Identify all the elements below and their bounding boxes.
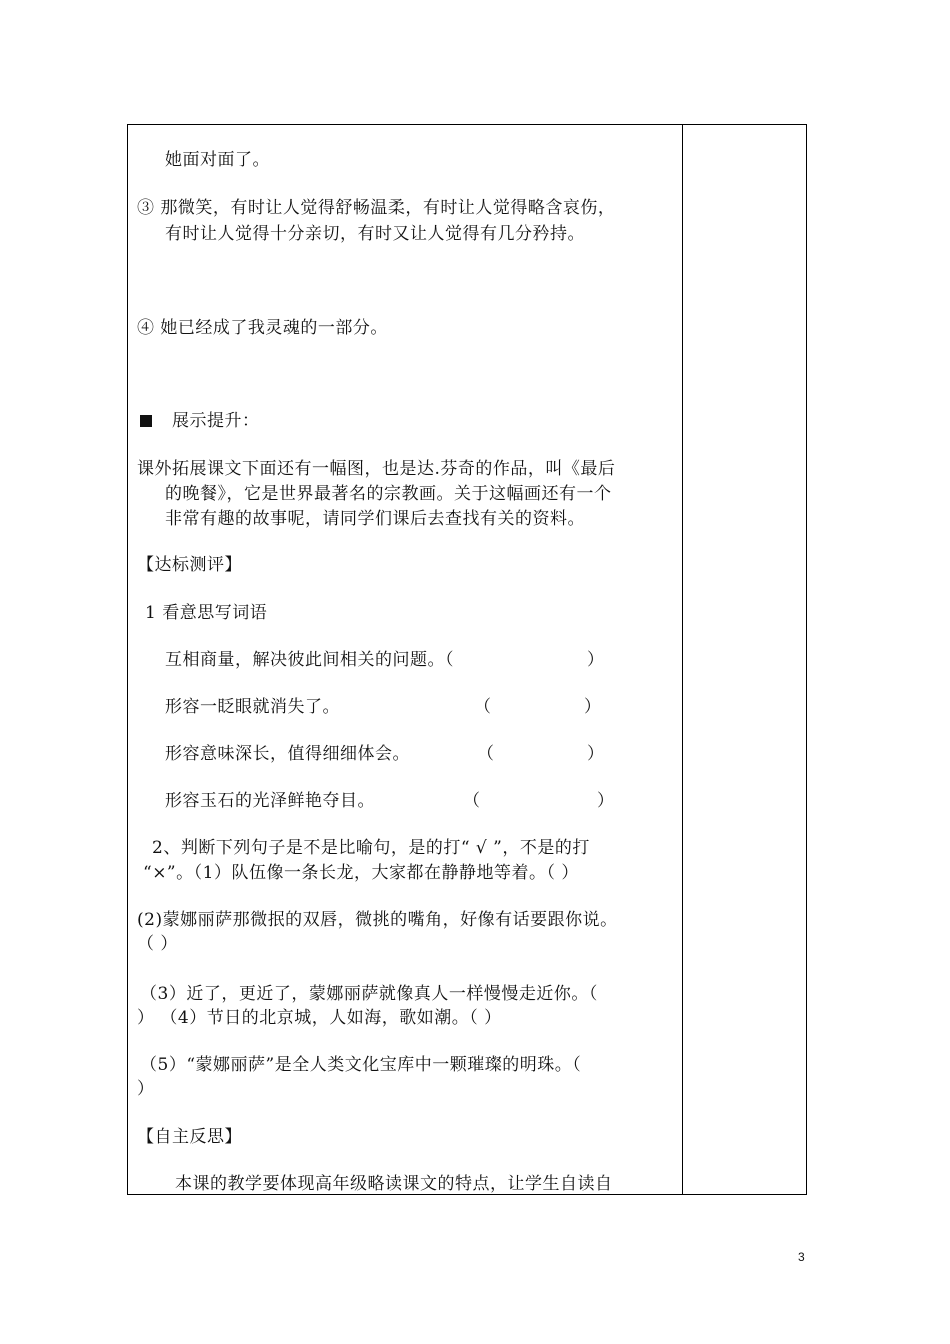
text-line: ③ 那微笑，有时让人觉得舒畅温柔，有时让人觉得略含哀伤， [137,198,616,218]
section-heading-reflect: 【自主反思】 [137,1127,242,1147]
question-item: (2)蒙娜丽萨那微抿的双唇，微挑的嘴角，好像有话要跟你说。 [137,910,618,930]
answer-blank-close: ） [584,697,601,717]
text-line: 她面对面了。 [165,150,270,170]
text-line: 有时让人觉得十分亲切，有时又让人觉得有几分矜持。 [165,224,585,244]
question-title: 2、判断下列句子是不是比喻句，是的打“ √ ”，不是的打 [152,838,590,858]
question-item: ） [137,1079,155,1099]
text-line: 非常有趣的故事呢，请同学们课后去查找有关的资料。 [165,509,585,529]
page-number: 3 [798,1250,805,1264]
answer-blank-close: ） [587,650,604,670]
section-heading-show: 展示提升： [172,411,260,431]
question-item: ） （4）节日的北京城，人如海，歌如潮。（ ） [137,1008,502,1028]
answer-blank-close: ） [587,744,604,764]
question-item: 形容玉石的光泽鲜艳夺目。 [165,791,375,811]
question-item: 互相商量，解决彼此间相关的问题。（ [165,650,454,670]
answer-blank-open: （ [474,697,491,717]
question-item: （ ） [137,934,178,954]
question-item: 形容一眨眼就消失了。 [165,697,340,717]
text-line: 本课的教学要体现高年级略读课文的特点，让学生自读自 [175,1174,613,1194]
question-item: （5）“蒙娜丽萨”是全人类文化宝库中一颗璀璨的明珠。（ [140,1055,582,1075]
text-line: ④ 她已经成了我灵魂的一部分。 [137,318,388,338]
answer-blank-open: （ [477,744,494,764]
text-line: 课外拓展课文下面还有一幅图，也是达.芬奇的作品，叫《最后 [137,459,616,479]
question-item: “×”。（1）队伍像一条长龙，大家都在静静地等着。（ ） [143,863,579,883]
square-bullet-icon [140,415,152,427]
question-item: （3）近了，更近了，蒙娜丽萨就像真人一样慢慢走近你。（ [140,984,598,1004]
column-divider [682,125,683,1194]
question-title: 1 看意思写词语 [145,603,268,623]
question-item: 形容意味深长，值得细细体会。 [165,744,410,764]
answer-blank-open: （ [463,791,480,811]
answer-blank-close: ） [597,791,614,811]
section-heading-assess: 【达标测评】 [137,555,242,575]
text-line: 的晚餐》，它是世界最著名的宗教画。关于这幅画还有一个 [165,484,612,504]
